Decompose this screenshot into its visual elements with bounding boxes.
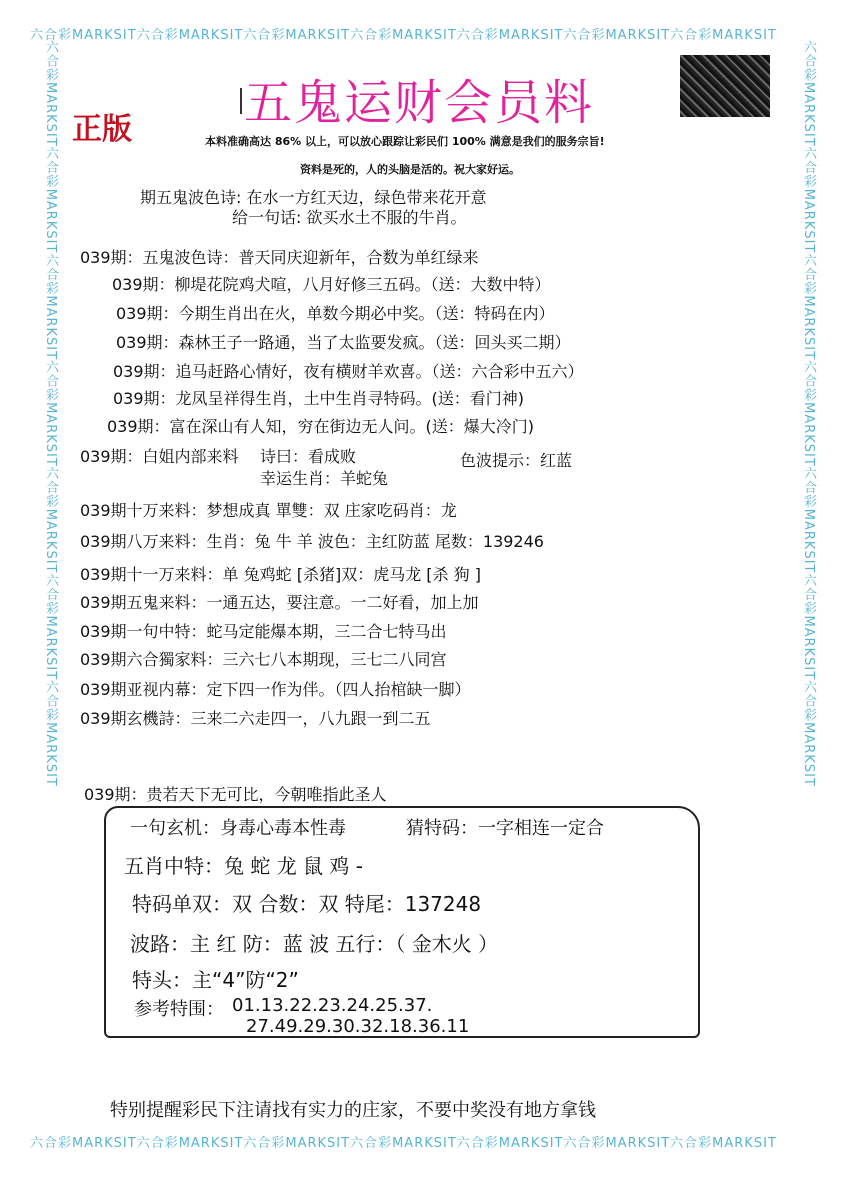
material-line: 039期十一万来料：单 兔鸡蛇 [杀猪]双：虎马龙 [杀 狗 ] — [80, 565, 481, 584]
material-line: 039期玄機詩：三来二六走四一，八九跟一到二五 — [80, 709, 431, 728]
tagline: 本料准确高达 86% 以上，可以放心跟踪让彩民们 100% 满意是我们的服务宗旨! — [205, 135, 605, 148]
qr-code-image — [680, 55, 770, 117]
watermark-border-right: 六合彩MARKSIT六合彩MARKSIT六合彩MARKSIT六合彩MARKSIT六合彩MARKSIT六合彩MARKSIT六合彩MARKSIT — [801, 40, 816, 787]
inside-label: 039期：白姐内部来料 — [80, 447, 239, 466]
period-line: 039期：五鬼波色诗：普天同庆迎新年，合数为单红绿来 — [80, 248, 479, 267]
riddle-line: 一句玄机：身毒心毒本性毒 — [130, 818, 346, 839]
watermark-border-left: 六合彩MARKSIT六合彩MARKSIT六合彩MARKSIT六合彩MARKSIT六合彩MARKSIT六合彩MARKSIT六合彩MARKSIT — [43, 40, 58, 787]
title-divider — [240, 88, 242, 114]
period-line: 039期：富在深山有人知，穷在街边无人问。(送：爆大冷门) — [107, 417, 535, 436]
prediction-box — [104, 806, 700, 1038]
period-line: 039期：柳堤花院鸡犬喧，八月好修三五码。（送：大数中特） — [112, 275, 551, 294]
material-line: 039期八万来料：生肖：兔 牛 羊 波色：主红防蓝 尾数：139246 — [80, 532, 544, 551]
reference-numbers-2: 27.49.29.30.32.18.36.11 — [246, 1016, 470, 1037]
material-line: 039期六合獨家料：三六七八本期现，三七二八同宫 — [80, 650, 447, 669]
genuine-stamp: 正版 — [72, 112, 132, 147]
watermark-border-bottom: 六合彩MARKSIT六合彩MARKSIT六合彩MARKSIT六合彩MARKSIT六合彩MARKSIT六合彩MARKSIT六合彩MARKSIT — [30, 1136, 777, 1151]
inside-lucky: 幸运生肖：羊蛇兔 — [260, 469, 389, 488]
poem-line-2: 给一句话: 欲买水土不服的牛肖。 — [232, 208, 467, 227]
material-line: 039期亚视内幕：定下四一作为伴。（四人抬棺缺一脚） — [80, 680, 471, 699]
wave-line: 波路：主 红 防：蓝 波 五行：（ 金木火 ） — [130, 932, 499, 956]
inside-poem: 诗曰：看成败 — [260, 447, 357, 466]
material-line: 039期一句中特：蛇马定能爆本期，三二合七特马出 — [80, 622, 447, 641]
page-title: 五鬼运财会员料 — [244, 75, 595, 131]
odd-even-line: 特码单双：双 合数：双 特尾：137248 — [132, 892, 482, 916]
head-line: 特头：主“4”防“2” — [132, 968, 299, 992]
poem-line-1: 期五鬼波色诗: 在水一方红天边，绿色带来花开意 — [140, 188, 487, 207]
guess-line: 猜特码：一字相连一定合 — [406, 818, 604, 839]
period-line: 039期：龙凤呈祥得生肖，土中生肖寻特码。(送：看门神) — [113, 389, 525, 408]
inside-wave-hint: 色波提示：红蓝 — [460, 451, 573, 470]
period-line: 039期：追马赶路心情好，夜有横财羊欢喜。（送：六合彩中五六） — [113, 362, 584, 381]
footer-notice: 特别提醒彩民下注请找有实力的庄家，不要中奖没有地方拿钱 — [110, 1100, 596, 1121]
reference-numbers-1: 01.13.22.23.24.25.37. — [232, 995, 433, 1016]
watermark-border-top: 六合彩MARKSIT六合彩MARKSIT六合彩MARKSIT六合彩MARKSIT六合彩MARKSIT六合彩MARKSIT六合彩MARKSIT — [30, 28, 777, 43]
holy-line: 039期：贵若天下无可比，今朝唯指此圣人 — [84, 785, 387, 804]
five-zodiac-line: 五肖中特：兔 蛇 龙 鼠 鸡 - — [124, 854, 364, 878]
period-line: 039期：森林王子一路通，当了太监要发疯。（送：回头买二期） — [116, 333, 571, 352]
material-line: 039期十万来料：梦想成真 單雙：双 庄家吃码肖：龙 — [80, 501, 457, 520]
reference-label: 参考特围： — [134, 999, 224, 1020]
tagline-secondary: 资料是死的，人的头脑是活的。祝大家好运。 — [300, 163, 520, 176]
period-line: 039期：今期生肖出在火，单数今期必中奖。（送：特码在内） — [116, 304, 555, 323]
material-line: 039期五鬼来料：一通五达，要注意。一二好看，加上加 — [80, 593, 479, 612]
